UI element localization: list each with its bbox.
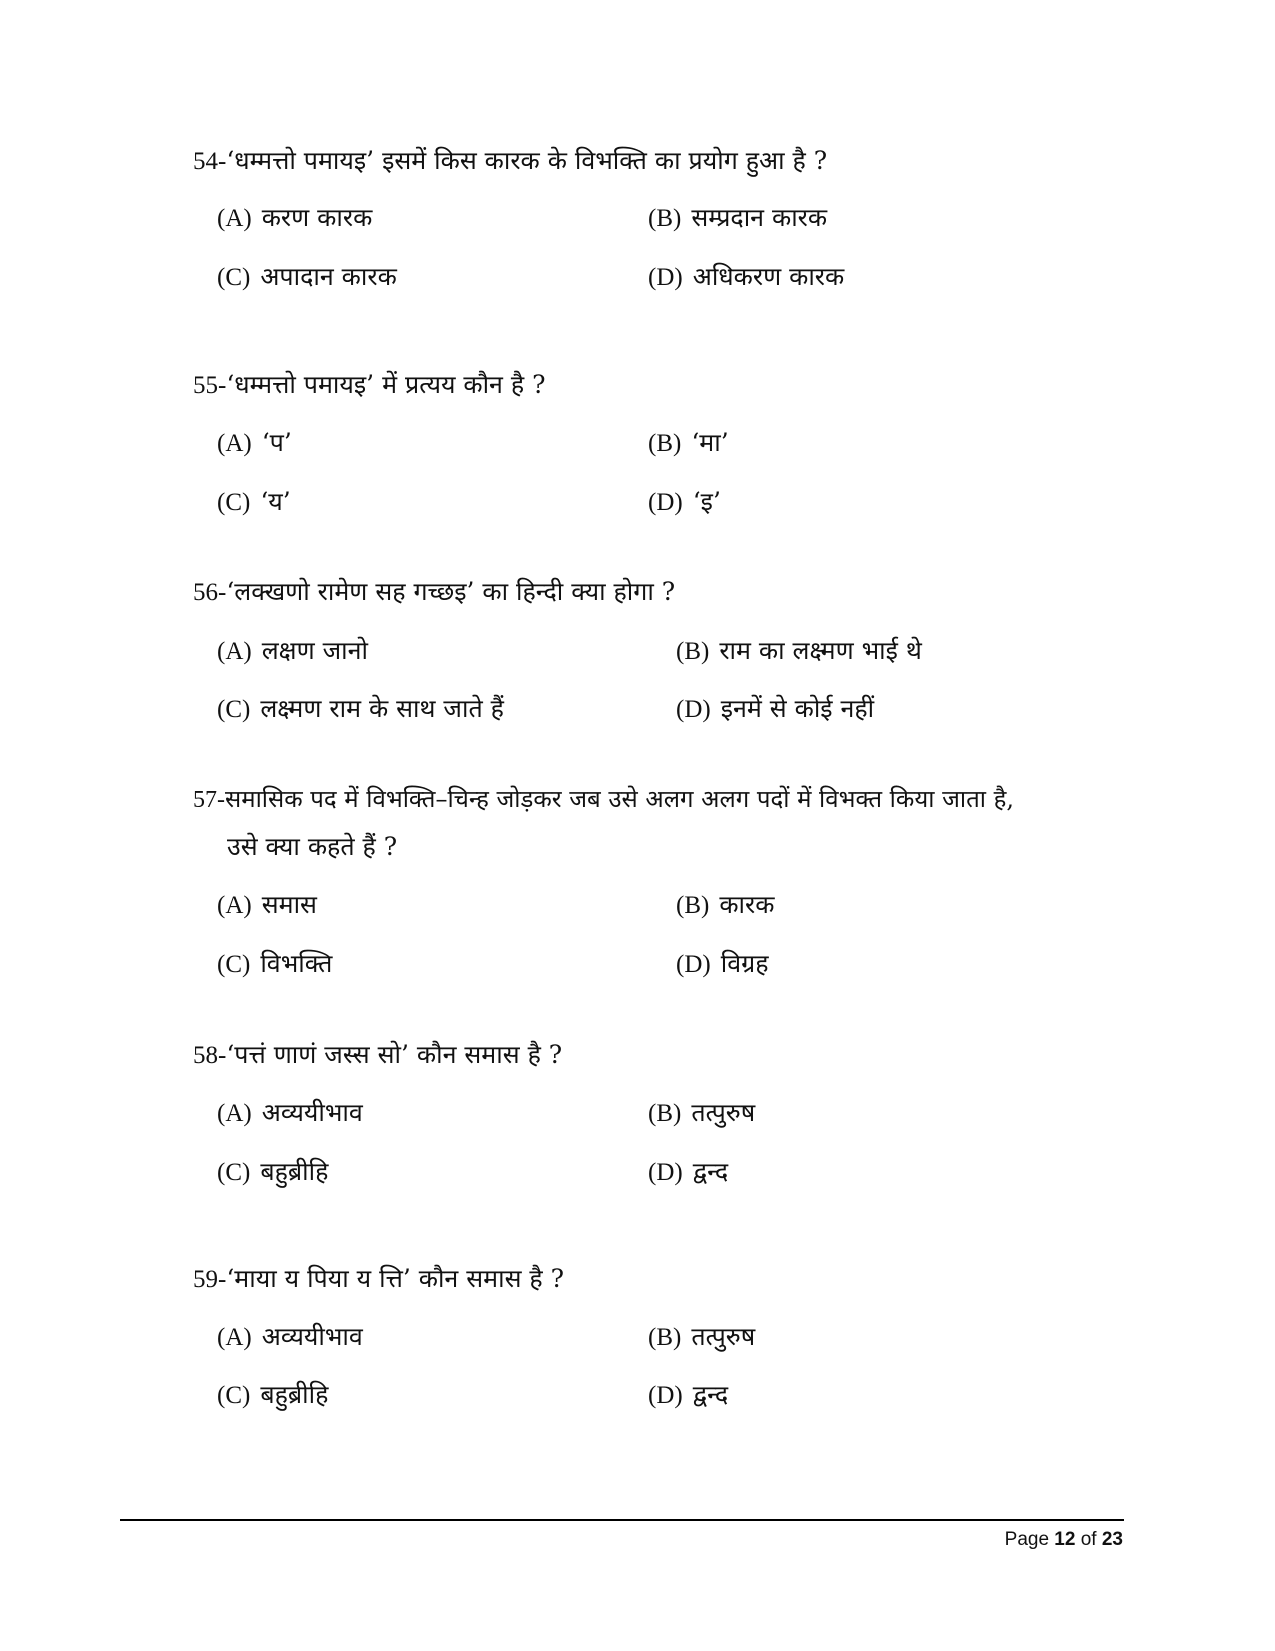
question-57-continuation: उसे क्या कहते हैं ? — [227, 832, 398, 861]
option-text: विग्रह — [720, 949, 769, 978]
option-label: (C) — [217, 1159, 251, 1186]
option-56-c — [217, 694, 504, 725]
question-number: 58- — [193, 1042, 227, 1069]
question-text: समासिक पद में विभक्ति–चिन्ह जोड़कर जब उसे अलग अलग पदों में विभक्त किया जाता है, — [225, 785, 1014, 813]
option-label: (A) — [217, 1100, 252, 1127]
option-text: द्वन्द — [692, 1380, 729, 1409]
question-text: ‘धम्मत्तो पमायइ’ इसमें किस कारक के विभक्ति का प्रयोग हुआ है ? — [226, 146, 828, 175]
option-text: तत्पुरुष — [691, 1098, 756, 1127]
question-56 — [193, 577, 675, 608]
option-55-a — [217, 428, 292, 459]
option-text: ‘इ’ — [692, 487, 721, 516]
option-text: विभक्ति — [260, 949, 333, 978]
option-label: (B) — [648, 205, 682, 232]
option-55-c — [217, 487, 291, 518]
question-number: 56- — [193, 579, 227, 606]
option-text: राम का लक्ष्मण भाई थे — [719, 636, 922, 665]
option-label: (D) — [676, 696, 711, 723]
option-text: तत्पुरुष — [691, 1322, 756, 1351]
footer-divider — [120, 1519, 1124, 1521]
option-label: (B) — [676, 638, 710, 665]
option-text: द्वन्द — [692, 1157, 729, 1186]
option-text: लक्ष्मण राम के साथ जाते हैं — [260, 694, 504, 723]
option-label: (B) — [648, 1324, 682, 1351]
question-57 — [193, 784, 1014, 815]
option-57-d — [676, 949, 768, 980]
option-text: अधिकरण कारक — [692, 262, 845, 291]
option-label: (B) — [676, 892, 710, 919]
option-label: (C) — [217, 1382, 251, 1409]
option-55-d — [648, 487, 721, 518]
option-label: (A) — [217, 430, 252, 457]
option-text: बहुब्रीहि — [260, 1157, 329, 1186]
option-54-c — [217, 262, 397, 293]
question-number: 57- — [193, 787, 225, 813]
option-58-b — [648, 1098, 755, 1129]
option-label: (D) — [648, 489, 683, 516]
option-54-d — [648, 262, 844, 293]
option-59-b — [648, 1322, 755, 1353]
option-label: (A) — [217, 638, 252, 665]
option-label: (D) — [676, 951, 711, 978]
option-text: ‘य’ — [260, 487, 291, 516]
question-text: ‘लक्खणो रामेण सह गच्छइ’ का हिन्दी क्या होगा ? — [226, 577, 676, 606]
option-54-b — [648, 203, 827, 234]
question-55 — [193, 370, 546, 401]
option-text: समास — [261, 890, 317, 919]
option-text: अव्ययीभाव — [261, 1322, 363, 1351]
question-54 — [193, 146, 827, 177]
question-text: ‘माया य पिया य त्ति’ कौन समास है ? — [226, 1264, 565, 1293]
question-number: 59- — [193, 1266, 227, 1293]
option-text: बहुब्रीहि — [260, 1380, 329, 1409]
option-label: (C) — [217, 264, 251, 291]
option-label: (D) — [648, 1159, 683, 1186]
option-text: कारक — [719, 890, 775, 919]
option-text: अपादान कारक — [260, 262, 397, 291]
option-label: (B) — [648, 430, 682, 457]
option-56-a — [217, 636, 368, 667]
option-label: (C) — [217, 696, 251, 723]
current-page: 12 — [1054, 1529, 1076, 1550]
option-58-c — [217, 1157, 328, 1188]
option-label: (A) — [217, 892, 252, 919]
question-number: 55- — [193, 372, 227, 399]
option-label: (C) — [217, 489, 251, 516]
option-59-d — [648, 1380, 728, 1411]
question-59 — [193, 1264, 564, 1295]
option-text: इनमें से कोई नहीं — [720, 694, 875, 723]
option-label: (D) — [648, 264, 683, 291]
option-56-b — [676, 636, 922, 667]
option-54-a — [217, 203, 372, 234]
option-57-b — [676, 890, 774, 921]
option-59-c — [217, 1380, 328, 1411]
option-text: लक्षण जानो — [261, 636, 368, 665]
question-text: ‘पत्तं णाणं जस्स सो’ कौन समास है ? — [226, 1040, 563, 1069]
option-text: ‘मा’ — [691, 428, 729, 457]
option-57-a — [217, 890, 317, 921]
option-text: सम्प्रदान कारक — [691, 203, 828, 232]
option-text: अव्ययीभाव — [261, 1098, 363, 1127]
question-text: ‘धम्मत्तो पमायइ’ में प्रत्यय कौन है ? — [226, 370, 546, 399]
option-58-a — [217, 1098, 363, 1129]
question-58 — [193, 1040, 562, 1071]
option-label: (B) — [648, 1100, 682, 1127]
option-label: (D) — [648, 1382, 683, 1409]
option-text: करण कारक — [261, 203, 373, 232]
option-label: (C) — [217, 951, 251, 978]
page-word: Page — [1004, 1529, 1050, 1550]
of-word: of — [1080, 1529, 1097, 1550]
total-pages: 23 — [1101, 1529, 1123, 1550]
option-59-a — [217, 1322, 363, 1353]
option-58-d — [648, 1157, 728, 1188]
option-55-b — [648, 428, 729, 459]
question-number: 54- — [193, 148, 227, 175]
option-57-c — [217, 949, 332, 980]
option-text: ‘प’ — [261, 428, 292, 457]
page-number-footer — [1005, 1528, 1123, 1552]
option-56-d — [676, 694, 874, 725]
option-label: (A) — [217, 205, 252, 232]
option-label: (A) — [217, 1324, 252, 1351]
